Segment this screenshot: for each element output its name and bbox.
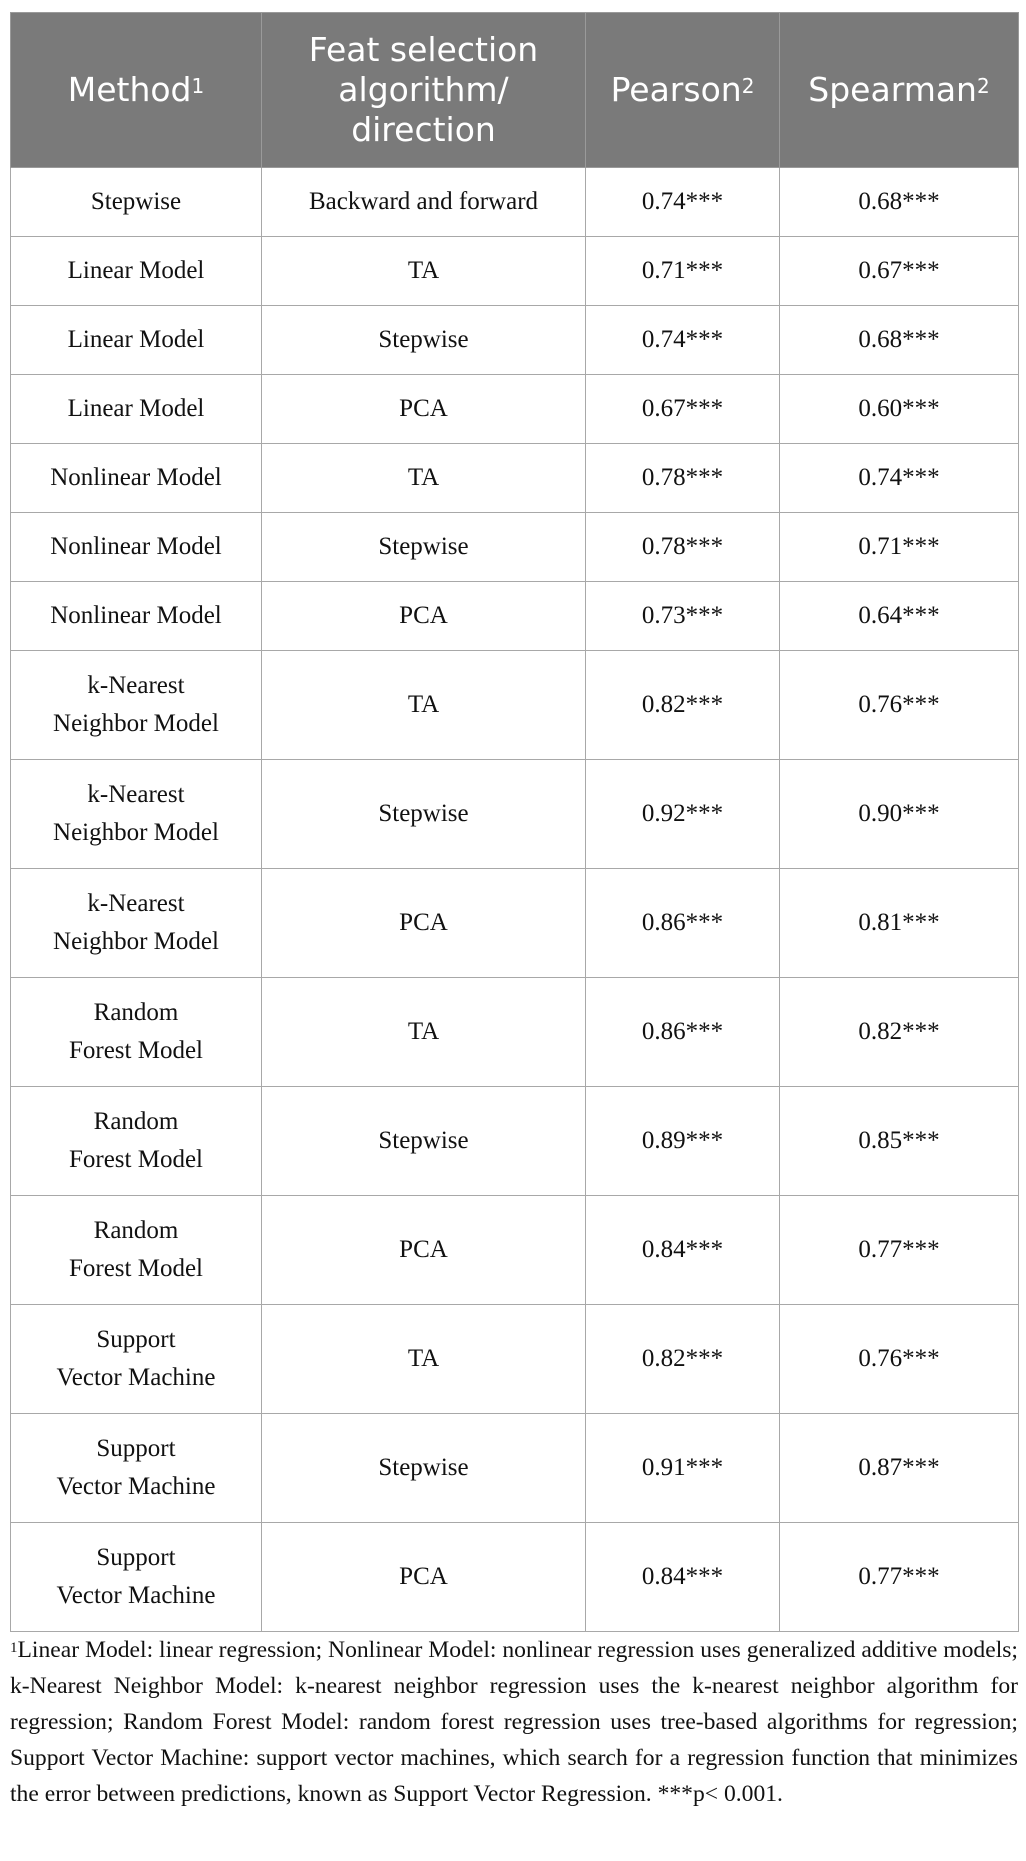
cell-pearson: 0.78*** [586,513,780,582]
table-body [11,168,1019,1632]
cell-method-line: Vector Machine [56,1473,216,1500]
cell-feat-selection: TA [262,237,586,306]
cell-method-line: Neighbor Model [53,819,219,846]
cell-method-line: Vector Machine [56,1582,216,1609]
table-row [11,375,1019,444]
cell-pearson: 0.91*** [586,1414,780,1523]
cell-method [11,237,262,306]
cell-method-line: Nonlinear Model [50,602,222,629]
cell-method-line: k-Nearest [87,890,185,917]
header-pearson-label: Pearson [610,70,742,109]
cell-method-line: k-Nearest [87,781,185,808]
cell-feat-selection: TA [262,1305,586,1414]
cell-method-line: Stepwise [90,188,182,215]
header-feat-line3: direction [351,110,496,149]
cell-pearson: 0.86*** [586,869,780,978]
cell-pearson: 0.71*** [586,237,780,306]
cell-pearson: 0.78*** [586,444,780,513]
cell-method [11,978,262,1087]
cell-spearman: 0.76*** [780,651,1019,760]
cell-method-line: Support [96,1435,176,1462]
cell-method-line: Neighbor Model [53,710,219,737]
cell-method-line: Forest Model [68,1037,204,1064]
cell-feat-selection: Stepwise [262,1087,586,1196]
table-row [11,237,1019,306]
header-spearman-label: Spearman [808,70,977,109]
cell-method-line: Nonlinear Model [50,533,222,560]
cell-spearman: 0.85*** [780,1087,1019,1196]
cell-spearman: 0.60*** [780,375,1019,444]
cell-feat-selection: Stepwise [262,306,586,375]
cell-pearson: 0.82*** [586,1305,780,1414]
cell-feat-selection: Stepwise [262,760,586,869]
cell-pearson: 0.73*** [586,582,780,651]
cell-method [11,444,262,513]
table-header [11,13,1019,168]
cell-method [11,582,262,651]
cell-spearman: 0.77*** [780,1523,1019,1632]
cell-method-line: k-Nearest [87,672,185,699]
cell-spearman: 0.71*** [780,513,1019,582]
table-row [11,1414,1019,1523]
cell-method-line: Support [96,1544,176,1571]
header-feat-line1: Feat selection [308,30,539,69]
table-row [11,513,1019,582]
cell-method-line: Vector Machine [56,1364,216,1391]
table-row [11,1087,1019,1196]
table-row [11,582,1019,651]
cell-method-line: Linear Model [67,395,205,422]
table-row [11,651,1019,760]
header-row [11,13,1019,168]
cell-feat-selection: PCA [262,1196,586,1305]
cell-method-line: Support [96,1326,176,1353]
header-method [11,13,262,168]
cell-pearson: 0.92*** [586,760,780,869]
table-row [11,168,1019,237]
cell-method [11,651,262,760]
cell-pearson: 0.82*** [586,651,780,760]
table-row [11,760,1019,869]
cell-method-line: Neighbor Model [53,928,219,955]
cell-pearson: 0.84*** [586,1523,780,1632]
cell-spearman: 0.82*** [780,978,1019,1087]
header-method-label: Method [67,70,192,109]
cell-method-line: Linear Model [67,326,205,353]
cell-spearman: 0.76*** [780,1305,1019,1414]
table-row [11,869,1019,978]
cell-method [11,168,262,237]
cell-spearman: 0.74*** [780,444,1019,513]
table-footnote [10,1632,1018,1812]
cell-feat-selection: Stepwise [262,1414,586,1523]
cell-method-line: Random [93,1108,179,1135]
cell-method [11,869,262,978]
table-row [11,1196,1019,1305]
header-pearson-sup: 2 [741,74,755,98]
cell-spearman: 0.90*** [780,760,1019,869]
cell-feat-selection: PCA [262,1523,586,1632]
table-row [11,1305,1019,1414]
cell-feat-selection: Stepwise [262,513,586,582]
cell-spearman: 0.81*** [780,869,1019,978]
results-table [10,12,1019,1632]
cell-method [11,1305,262,1414]
footnote-marker: 1 [10,1640,18,1656]
table-row [11,1523,1019,1632]
cell-feat-selection: PCA [262,582,586,651]
cell-feat-selection: TA [262,444,586,513]
cell-pearson: 0.74*** [586,306,780,375]
cell-method [11,1523,262,1632]
cell-method [11,513,262,582]
cell-spearman: 0.67*** [780,237,1019,306]
cell-pearson: 0.74*** [586,168,780,237]
header-spearman [780,13,1019,168]
cell-feat-selection: TA [262,651,586,760]
table-row [11,978,1019,1087]
cell-spearman: 0.68*** [780,168,1019,237]
cell-method-line: Nonlinear Model [50,464,222,491]
header-feat-line2: algorithm/ [338,70,509,109]
cell-feat-selection: PCA [262,869,586,978]
cell-spearman: 0.87*** [780,1414,1019,1523]
cell-method-line: Random [93,1217,179,1244]
cell-method [11,1414,262,1523]
table-row [11,444,1019,513]
cell-feat-selection: Backward and forward [262,168,586,237]
table-row [11,306,1019,375]
cell-spearman: 0.68*** [780,306,1019,375]
cell-method-line: Random [93,999,179,1026]
cell-feat-selection: PCA [262,375,586,444]
cell-method [11,1087,262,1196]
cell-pearson: 0.86*** [586,978,780,1087]
results-table-container [10,12,1018,1632]
cell-method [11,306,262,375]
cell-pearson: 0.89*** [586,1087,780,1196]
cell-method-line: Linear Model [67,257,205,284]
cell-method [11,1196,262,1305]
cell-spearman: 0.77*** [780,1196,1019,1305]
cell-pearson: 0.84*** [586,1196,780,1305]
header-pearson [586,13,780,168]
cell-method [11,760,262,869]
cell-pearson: 0.67*** [586,375,780,444]
cell-method [11,375,262,444]
header-method-sup: 1 [191,74,205,98]
footnote-text: Linear Model: linear regression; Nonlinear Model: nonlinear regression uses generalized additive models; k-Nearest Neighbor Model: k-nearest neighbor regression uses the k-nearest neighbor algorithm for regression; Random Forest Model: random forest regression uses tree-based algorithms for regression; Support Vector Machine: support vector machines, which search for a regression function that minimizes the error between predictions, known as Support Vector Regression. ***p< 0.001. [10,1637,1018,1807]
cell-spearman: 0.64*** [780,582,1019,651]
cell-method-line: Forest Model [68,1146,204,1173]
cell-method-line: Forest Model [68,1255,204,1282]
cell-feat-selection: TA [262,978,586,1087]
header-spearman-sup: 2 [976,74,990,98]
header-feat-selection [262,13,586,168]
